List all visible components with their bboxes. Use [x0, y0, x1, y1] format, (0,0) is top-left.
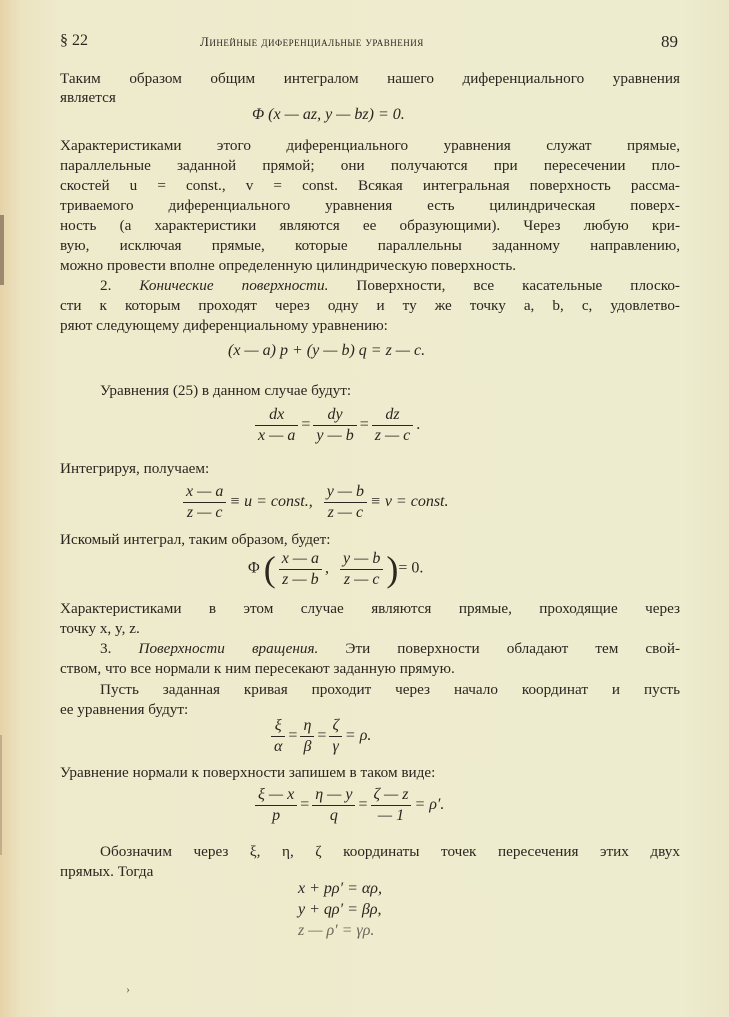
fraction: $\frac{\eta — y}{q}$ — [312, 785, 355, 826]
item-number: 2. — [100, 277, 112, 294]
text-line: Характеристиками этого диференциального уравнения служат прямые, — [60, 137, 680, 154]
fraction: $\frac{x — a}{z — b}$ — [279, 549, 322, 590]
fraction: $\frac{\zeta}{\gamma}$ — [329, 716, 341, 757]
fraction: $\frac{dy}{y — b}$ — [313, 405, 356, 446]
formula-characteristic-system: $\frac{dx}{x — a}$ = $\frac{dy}{y — b}$ = $\frac{dz}{z — c}$ . — [252, 405, 420, 446]
equation-row: z — ρ′ = γρ. — [298, 922, 375, 939]
fraction: $\frac{y — b}{z — c}$ — [324, 482, 367, 523]
formula-conical-pde: (x — a) p + (y — b) q = z — c. — [228, 342, 426, 359]
text-line: Уравнение нормали к поверхности запишем в таком виде: — [60, 764, 436, 781]
text-line: Пусть заданная кривая проходит через начало координат и пусть — [100, 681, 680, 698]
item-number: 3. — [100, 640, 112, 657]
text-line: прямых. Тогда — [60, 863, 154, 880]
text-line: Уравнения (25) в данном случае будут: — [100, 382, 352, 399]
text-line: Искомый интеграл, таким образом, будет: — [60, 531, 331, 548]
text-line: является — [60, 89, 116, 106]
text-line: Характеристиками в этом случае являются прямые, проходящие через — [60, 600, 680, 617]
fraction: $\frac{dz}{z — c}$ — [372, 405, 414, 446]
text-line: триваемого диференциального уравнения есть цилиндрическая поверх- — [60, 197, 680, 214]
page-number: 89 — [661, 32, 678, 51]
section-heading-revolution — [60, 639, 680, 659]
fraction: $\frac{y — b}{z — c}$ — [340, 549, 383, 590]
text-line: ряют следующему диференциальному уравнению: — [60, 317, 388, 334]
fraction: $\frac{\zeta — z}{— 1}$ — [371, 785, 412, 826]
italic-heading: Конические поверхности. — [139, 277, 329, 294]
formula-general-integral: Φ (x — az, y — bz) = 0. — [252, 106, 405, 123]
formula-intersection-system — [298, 878, 382, 941]
text-line: можно провести вполне определенную цилиндрическую поверхность. — [60, 257, 517, 274]
text-line: вую, исключая прямые, которые параллельны заданному направлению, — [60, 237, 680, 254]
text-line: сти к которым проходят через одну и ту же точку a, b, c, удовлетво- — [60, 297, 680, 314]
scan-speck: › — [126, 982, 130, 996]
equation-row: y + qρ′ = βρ, — [298, 901, 382, 918]
text-line: Интегрируя, получаем: — [60, 460, 210, 477]
formula-normal-line: $\frac{\xi — x}{p}$ = $\frac{\eta — y}{q}$ = $\frac{\zeta — z}{— 1}$ = ρ′. — [252, 785, 444, 826]
fraction: $\frac{\xi}{\alpha}$ — [271, 716, 285, 757]
running-header — [60, 32, 678, 54]
text-line: Обозначим через ξ, η, ζ координаты точек пересечения этих двух — [100, 843, 680, 860]
fraction: $\frac{x — a}{z — c}$ — [183, 482, 226, 523]
fraction: $\frac{dx}{x — a}$ — [255, 405, 298, 446]
scan-edge-mark — [0, 215, 4, 285]
text-line: точку x, y, z. — [60, 620, 140, 637]
scan-edge-mark — [0, 735, 2, 855]
equation-row: x + pρ′ = αρ, — [298, 880, 382, 897]
italic-heading: Поверхности вращения. — [138, 640, 319, 657]
text-fragment: Эти поверхности обладают тем свой- — [345, 640, 681, 657]
text-fragment: Поверхности, все касательные плоско- — [356, 277, 680, 294]
text-line: ством, что все нормали к ним пересекают заданную прямую. — [60, 660, 455, 677]
section-heading-conical — [60, 276, 680, 296]
fraction: $\frac{\xi — x}{p}$ — [255, 785, 297, 826]
chapter-title: Линейные диференциальные уравнения — [200, 34, 424, 49]
text-line: скостей u = const., v = const. Всякая интегральная поверхность рассма- — [60, 177, 680, 194]
text-line: ность (а характеристики являются ее образующими). Через любую кри- — [60, 217, 680, 234]
fraction: $\frac{\eta}{\beta}$ — [300, 716, 314, 757]
text-line: Таким образом общим интегралом нашего диференциального уравнения — [60, 70, 680, 87]
text-line: параллельные заданной прямой; они получаются при пересечении пло- — [60, 157, 680, 174]
text-line: ее уравнения будут: — [60, 701, 189, 718]
formula-conical-integral: Φ ( $\frac{x — a}{z — b}$ , $\frac{y — b}{z — c}$ )= 0. — [248, 549, 424, 589]
formula-curve-equations: $\frac{\xi}{\alpha}$ = $\frac{\eta}{\beta}$ = $\frac{\zeta}{\gamma}$ = ρ. — [268, 716, 371, 757]
section-number: § 22 — [60, 32, 88, 49]
formula-first-integrals: $\frac{x — a}{z — c}$ ≡ u = const., $\frac{y — b}{z — c}$ ≡ v = const. — [180, 482, 449, 523]
